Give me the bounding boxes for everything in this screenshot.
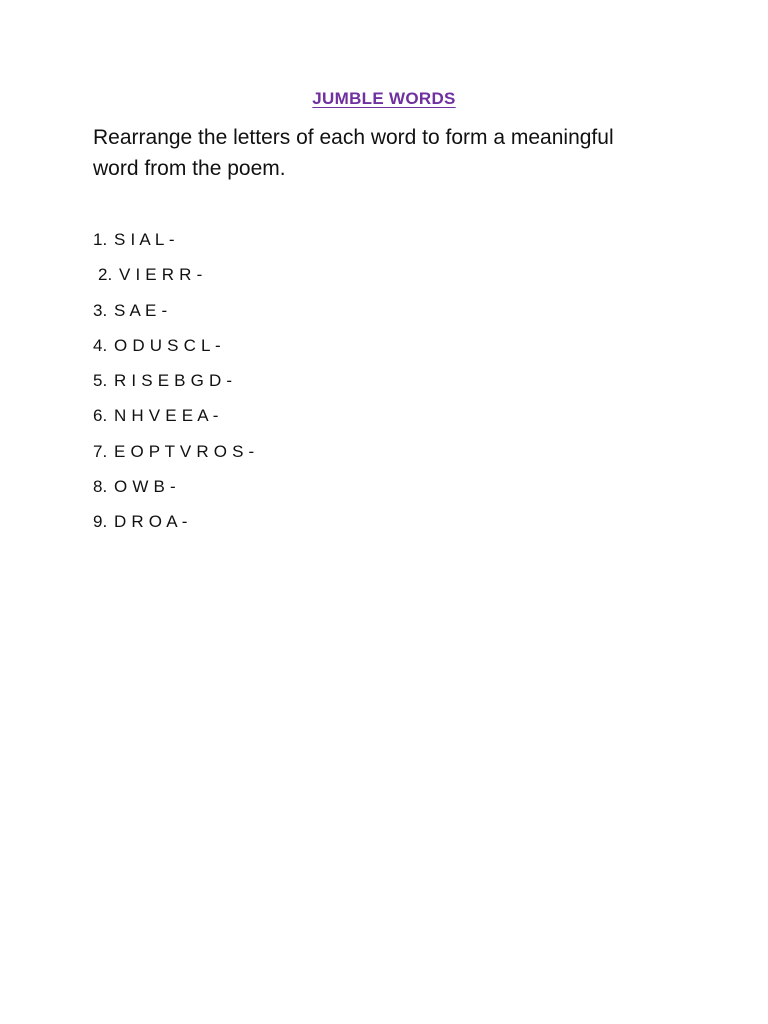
item-number: 3. xyxy=(93,300,108,320)
list-item xyxy=(93,263,254,298)
item-number: 7. xyxy=(93,441,108,461)
list-item xyxy=(93,440,254,475)
item-number: 6. xyxy=(93,406,108,426)
list-item xyxy=(93,228,254,263)
item-number: 2. xyxy=(98,265,113,285)
jumbled-letters: D R O A - xyxy=(114,512,188,532)
jumbled-letters: V I E R R - xyxy=(119,265,203,285)
jumbled-letters: O W B - xyxy=(114,477,176,497)
list-item xyxy=(93,510,254,545)
item-number: 9. xyxy=(93,512,108,532)
jumbled-letters: O D U S C L - xyxy=(114,335,221,355)
item-number: 4. xyxy=(93,335,108,355)
item-number: 8. xyxy=(93,477,108,497)
jumbled-letters: R I S E B G D - xyxy=(114,371,233,391)
list-item xyxy=(93,404,254,439)
jumbled-letters: S I A L - xyxy=(114,230,175,249)
list-item xyxy=(93,369,254,404)
list-item xyxy=(93,334,254,369)
page-title: JUMBLE WORDS xyxy=(312,89,456,108)
item-number: 1. xyxy=(93,230,108,249)
jumbled-letters: E O P T V R O S - xyxy=(114,441,255,461)
list-item xyxy=(93,299,254,334)
jumbled-word-list xyxy=(93,228,254,546)
jumbled-letters: N H V E E A - xyxy=(114,406,219,426)
instructions-text: Rearrange the letters of each word to form a meaningful word from the poem. xyxy=(93,126,614,180)
list-item xyxy=(93,475,254,510)
jumbled-letters: S A E - xyxy=(114,300,168,320)
item-number: 5. xyxy=(93,371,108,391)
